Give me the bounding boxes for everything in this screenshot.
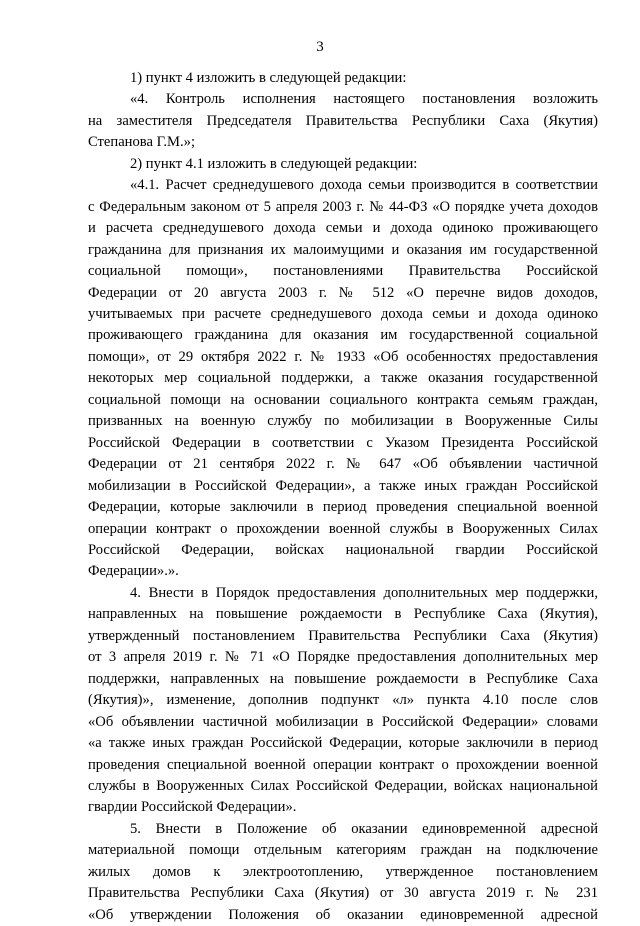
paragraph — [88, 154, 598, 175]
paragraph — [88, 175, 598, 583]
text-line: 1) пункт 4 изложить в следующей редакции: — [130, 70, 407, 86]
text-line: Степанова Г.М.»; — [88, 134, 196, 151]
text-line: на заместителя Председателя Правительства Республики Саха (Якутия) — [88, 112, 598, 129]
text-line: поддержки, направленных на повышение рождаемости в Республике Саха — [88, 670, 598, 687]
text-line: некоторых мер социальной поддержки, а также оказания государственной — [88, 370, 598, 387]
text-line: Правительства Республики Саха (Якутия) от 30 августа 2019 г. № 231 — [88, 885, 598, 902]
text-line: помощи», от 29 октября 2022 г. № 1933 «Об особенностях предоставления — [88, 348, 598, 365]
text-line: с Федеральным законом от 5 апреля 2003 г. № 44-ФЗ «О порядке учета доходов — [88, 198, 598, 215]
text-line: службы в Вооруженных Силах Российской Федерации, войсках национальной — [88, 777, 598, 794]
paragraph — [88, 68, 598, 89]
text-line: мобилизации в Российской Федерации», а также иных граждан Российской — [88, 477, 598, 494]
text-line: «а также иных граждан Российской Федерации, которые заключили в период — [88, 735, 598, 752]
text-line: от 3 апреля 2019 г. № 71 «О Порядке предоставления дополнительных мер — [88, 649, 598, 666]
text-line: учитываемых при расчете среднедушевого дохода семьи и дохода одиноко — [88, 305, 598, 322]
paragraph — [88, 89, 598, 153]
text-line: Российской Федерации, войсках национальной гвардии Российской — [88, 541, 598, 558]
text-line: социальной помощи», постановлениями Правительства Российской — [88, 263, 598, 280]
text-line: социальной помощи на основании социального контракта семьям граждан, — [88, 391, 598, 408]
document-body — [88, 68, 598, 926]
text-line: Федерации от 20 августа 2003 г. № 512 «О перечне видов доходов, — [88, 284, 598, 301]
text-line: операции контракт о прохождении военной службы в Вооруженных Силах — [88, 520, 598, 537]
text-line: Федерации, которые заключили в период проведения специальной военной — [88, 499, 598, 516]
text-line: направленных на повышение рождаемости в Республике Саха (Якутия), — [88, 606, 598, 623]
text-line: Российской Федерации в соответствии с Указом Президента Российской — [88, 434, 598, 451]
text-line: Федерации от 21 сентября 2022 г. № 647 «Об объявлении частичной — [88, 456, 598, 473]
text-line: призванных на военную службу по мобилизации в Вооруженные Силы — [88, 413, 598, 430]
text-line: проживающего гражданина для оказания им государственной социальной — [88, 327, 598, 344]
text-line: проведения специальной военной операции контракт о прохождении военной — [88, 756, 598, 773]
text-line: «4. Контроль исполнения настоящего постановления возложить — [130, 91, 598, 108]
text-line: и расчета среднедушевого дохода семьи и дохода одиноко проживающего — [88, 220, 598, 237]
text-line: гражданина для признания их малоимущими и оказания им государственной — [88, 241, 598, 258]
text-line: 4. Внести в Порядок предоставления дополнительных мер поддержки, — [130, 584, 598, 601]
text-line: 2) пункт 4.1 изложить в следующей редакции: — [130, 155, 418, 172]
text-line: материальной помощи отдельным категориям граждан на подключение — [88, 842, 598, 859]
text-line: Федерации».». — [88, 563, 179, 580]
text-line: (Якутия)», изменение, дополнив подпункт «л» пункта 4.10 после слов — [88, 692, 598, 709]
text-line: «4.1. Расчет среднедушевого дохода семьи производится в соответствии — [130, 177, 598, 194]
text-line: утвержденный постановлением Правительства Республики Саха (Якутия) — [88, 627, 598, 644]
paragraph — [88, 583, 598, 819]
text-line: жилых домов к электроотоплению, утвержденное постановлением — [88, 863, 598, 880]
page-number: 3 — [316, 39, 324, 55]
paragraph — [88, 819, 598, 926]
text-line: «Об объявлении частичной мобилизации в Российской Федерации» словами — [88, 713, 598, 730]
text-line: «Об утверждении Положения об оказании единовременной адресной — [88, 906, 598, 923]
text-line: гвардии Российской Федерации». — [88, 799, 297, 816]
text-line: 5. Внести в Положение об оказании единовременной адресной — [130, 820, 598, 837]
